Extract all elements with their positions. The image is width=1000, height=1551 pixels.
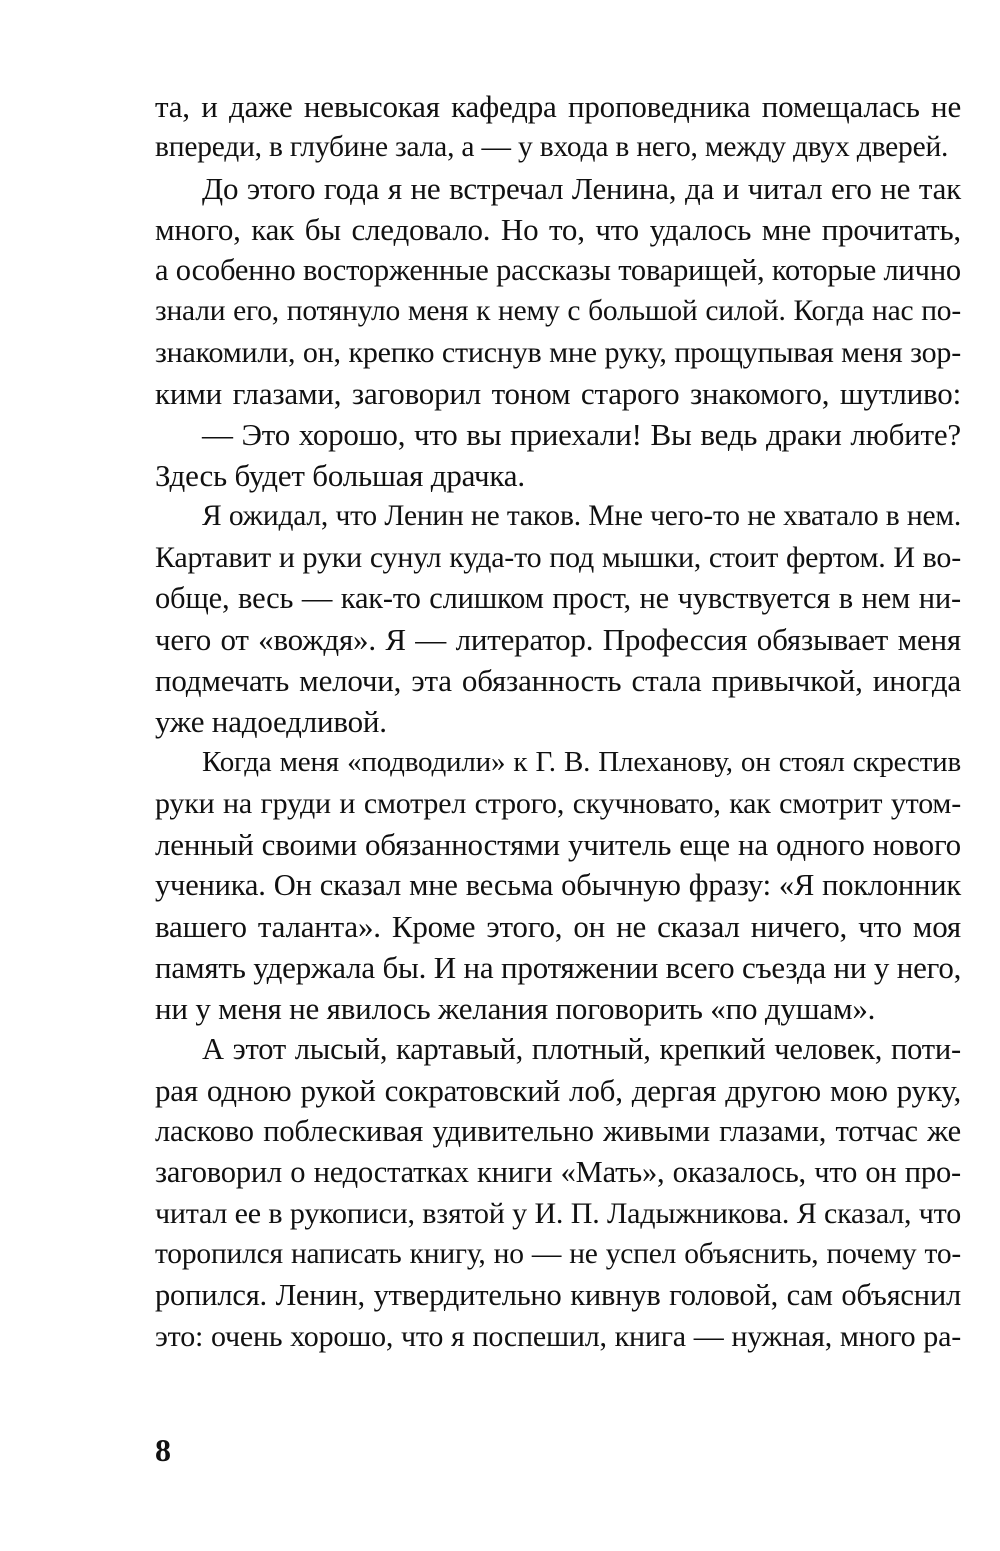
text-line: читал ее в рукописи, взятой у И. П. Ладыжникова. Я сказал, что [155,1197,961,1230]
text-line: торопился написать книгу, но — не успел объяснить, почему то- [155,1238,961,1270]
text-line: Я ожидал, что Ленин не таков. Мне чего-то не хватало в нем. [202,500,961,532]
text-line: Картавит и руки сунул куда-то под мышки, стоит фертом. И во- [155,541,961,574]
text-line: ласково поблескивая удивительно живыми глазами, тотчас же [155,1114,961,1148]
text-line: чего от «вождя». Я — литератор. Профессия обязывает меня [155,622,961,657]
text-line: До этого года я не встречал Ленина, да и читал его не так [202,171,961,206]
text-line: Здесь будет большая драчка. [155,458,525,493]
text-line: много, как бы следовало. Но то, что удалось мне прочитать, [155,212,961,247]
text-line: заговорил о недостатках книги «Мать», оказалось, что он про- [155,1155,961,1189]
body-text [155,86,961,1357]
text-line: а особенно восторженные рассказы товарищей, которые лично [155,253,961,287]
text-line: — Это хорошо, что вы приехали! Вы ведь драки любите? [202,417,961,452]
text-line: обще, весь — как-то слишком прост, не чувствуется в нем ни- [155,581,961,615]
text-line: знакомили, он, крепко стиснув мне руку, прощупывая меня зор- [155,336,961,369]
text-line: та, и даже невысокая кафедра проповедника помещалась не [155,89,961,124]
text-line: А этот лысый, картавый, плотный, крепкий человек, поти- [202,1032,961,1066]
text-line: подмечать мелочи, эта обязанность стала привычкой, иногда [155,663,961,698]
text-line: знали его, потянуло меня к нему с большой силой. Когда нас по- [155,295,961,327]
text-line: руки на груди и смотрел строго, скучновато, как смотрит утом- [155,787,961,820]
page-number: 8 [155,1432,171,1468]
text-line: ученика. Он сказал мне весьма обычную фразу: «Я поклонник [155,868,961,902]
text-line: вашего таланта». Кроме этого, он не сказал ничего, что моя [155,909,961,944]
text-line: Когда меня «подводили» к Г. В. Плеханову, он стоял скрестив [202,746,961,778]
text-line: ленный своими обязанностями учитель еще на одного нового [155,827,961,862]
text-line: рая одною рукой сократовский лоб, дергая другою мою руку, [155,1073,961,1108]
text-line: ни у меня не явилось желания поговорить «по душам». [155,991,876,1026]
text-line: кими глазами, заговорил тоном старого знакомого, шутливо: [155,376,961,411]
text-line: это: очень хорошо, что я поспешил, книга — нужная, много ра- [155,1320,961,1353]
text-line: впереди, в глубине зала, а — у входа в него, между двух дверей. [155,131,949,163]
text-line: уже надоедливой. [155,704,387,739]
text-line: ропился. Ленин, утвердительно кивнув головой, сам объяснил [155,1278,961,1312]
text-line: память удержала бы. И на протяжении всего съезда ни у него, [155,950,962,985]
